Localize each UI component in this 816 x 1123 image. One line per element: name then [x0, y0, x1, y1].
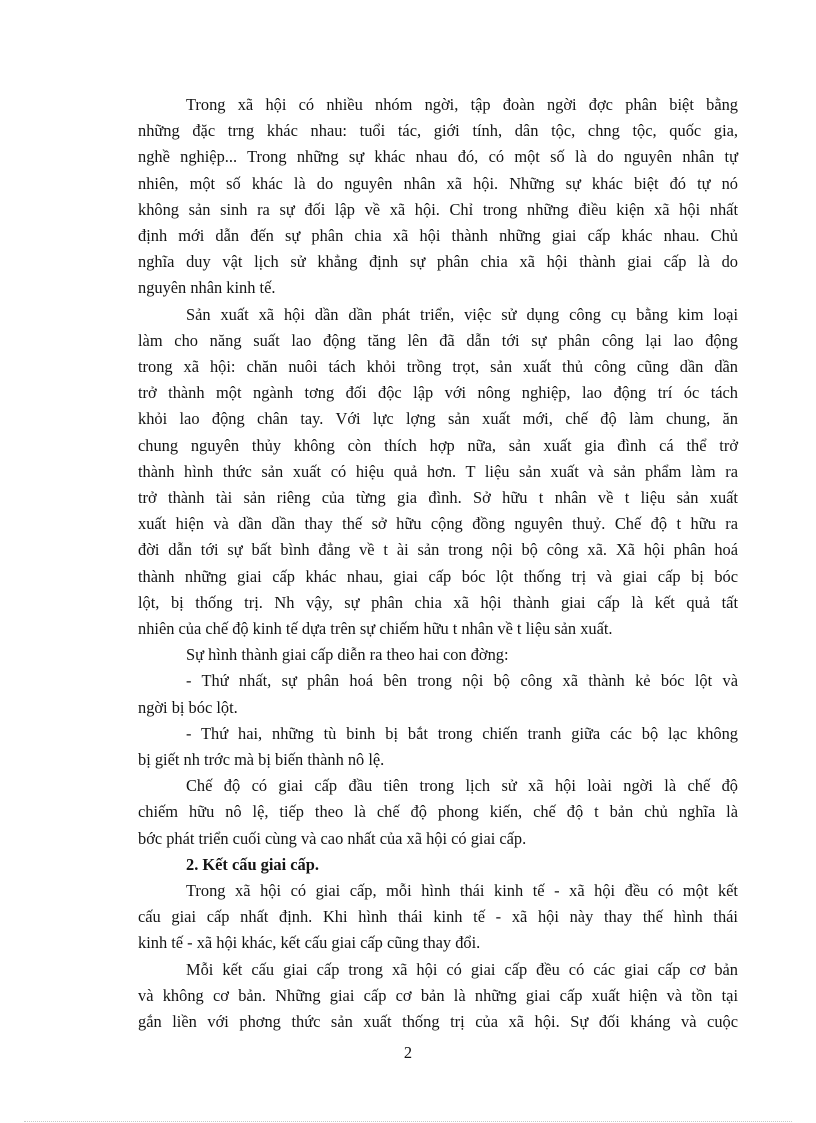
paragraph-line: nguyên nhân kinh tế. [138, 278, 276, 298]
paragraph-line: chung nguyên thủy không còn thích hợp nữa, sản xuất gia đình cá thể trở [138, 435, 738, 455]
paragraph-line: Chế độ có giai cấp đầu tiên trong lịch sử xã hội loài ngời là chế độ [186, 776, 738, 796]
paragraph-line: Sản xuất xã hội dần dần phát triển, việc sử dụng công cụ bằng kim loại [186, 304, 738, 324]
paragraph-line: đời dẫn tới sự bất bình đẳng về t ài sản trong nội bộ công xã. Xã hội phân hoá [138, 540, 738, 560]
page-number: 2 [403, 1043, 413, 1062]
paragraph-p8 [138, 957, 738, 1036]
paragraph-line: xuất hiện và dần dần thay thế sở hữu cộng đồng nguyên thuỷ. Chế độ t hữu ra [138, 514, 738, 534]
paragraph-line: gắn liền với phơng thức sản xuất thống trị của xã hội. Sự đối kháng và cuộc [138, 1012, 738, 1032]
paragraph-p2 [138, 302, 738, 643]
page-bottom-rule [24, 1121, 792, 1122]
paragraph-line: làm cho năng suất lao động tăng lên đã dẫn tới sự phân công lại lao động [138, 330, 738, 350]
document-body [138, 92, 738, 1035]
paragraph-line: thành những giai cấp khác nhau, giai cấp bóc lột thống trị và giai cấp bị bóc [138, 566, 738, 586]
paragraph-line: - Thứ nhất, sự phân hoá bên trong nội bộ công xã thành kẻ bóc lột và [186, 671, 738, 691]
paragraph-line: Trong xã hội có giai cấp, mỗi hình thái kinh tế - xã hội đều có một kết [186, 881, 738, 901]
paragraph-line: nghĩa duy vật lịch sử khẳng định sự phân chia xã hội thành giai cấp là do [138, 252, 738, 272]
paragraph-p7 [138, 878, 738, 957]
paragraph-line: thành hình thức sản xuất có hiệu quả hơn. T liệu sản xuất và sản phẩm làm ra [138, 461, 738, 481]
paragraph-line: chiếm hữu nô lệ, tiếp theo là chế độ phong kiến, chế độ t bản chủ nghĩa là [138, 802, 738, 822]
paragraph-p1 [138, 92, 738, 302]
paragraph-line: nghề nghiệp... Trong những sự khác nhau đó, có một số là do nguyên nhân tự [138, 147, 738, 167]
section-heading: 2. Kết cấu giai cấp. [186, 854, 319, 874]
paragraph-line: - Thứ hai, những tù binh bị bắt trong chiến tranh giữa các bộ lạc không [186, 723, 738, 743]
paragraph-line: định mới dẫn đến sự phân chia xã hội thành những giai cấp khác nhau. Chủ [138, 226, 738, 246]
paragraph-line: lột, bị thống trị. Nh vậy, sự phân chia xã hội thành giai cấp là kết quả tất [138, 592, 738, 612]
paragraph-line: Trong xã hội có nhiều nhóm ngời, tập đoàn ngời đợc phân biệt bằng [186, 95, 738, 114]
paragraph-line: bị giết nh trớc mà bị biến thành nô lệ. [138, 750, 385, 770]
paragraph-line: bớc phát triển cuối cùng và cao nhất của xã hội có giai cấp. [138, 828, 527, 848]
paragraph-p4 [138, 668, 738, 720]
paragraph-line: nhiên, một số khác là do nguyên nhân xã hội. Những sự khác biệt đó tự nó [138, 173, 738, 193]
paragraph-line: ngời bị bóc lột. [138, 697, 238, 717]
paragraph-line: nhiên của chế độ kinh tế dựa trên sự chiếm hữu t nhân về t liệu sản xuất. [138, 619, 613, 639]
paragraph-p6 [138, 773, 738, 852]
paragraph-p5 [138, 721, 738, 773]
paragraph-line: trở thành tài sản riêng của từng gia đình. Sở hữu t nhân về t liệu sản xuất [138, 488, 738, 508]
paragraph-line: không sản sinh ra sự đối lập về xã hội. Chỉ trong những điều kiện xã hội nhất [138, 199, 738, 219]
paragraph-line: trong xã hội: chăn nuôi tách khỏi trồng trọt, sản xuất thủ công cũng dần dần [138, 357, 738, 377]
paragraph-line: khỏi lao động chân tay. Với lực lợng sản xuất mới, chế độ làm chung, ăn [138, 409, 738, 429]
paragraph-line: Sự hình thành giai cấp diễn ra theo hai con đờng: [186, 645, 509, 665]
paragraph-line: Mỗi kết cấu giai cấp trong xã hội có giai cấp đều có các giai cấp cơ bản [186, 959, 738, 979]
paragraph-line: và không cơ bản. Những giai cấp cơ bản là những giai cấp xuất hiện và tồn tại [138, 985, 738, 1005]
paragraph-line: những đặc trng khác nhau: tuổi tác, giới tính, dân tộc, chng tộc, quốc gia, [138, 121, 738, 141]
paragraph-line: cấu giai cấp nhất định. Khi hình thái kinh tế - xã hội này thay thế hình thái [138, 907, 738, 927]
paragraph-line: trở thành một ngành tơng đối độc lập với nông nghiệp, lao động trí óc tách [138, 383, 738, 403]
paragraph-p3 [138, 642, 738, 668]
paragraph-line: kinh tế - xã hội khác, kết cấu giai cấp cũng thay đổi. [138, 933, 481, 953]
